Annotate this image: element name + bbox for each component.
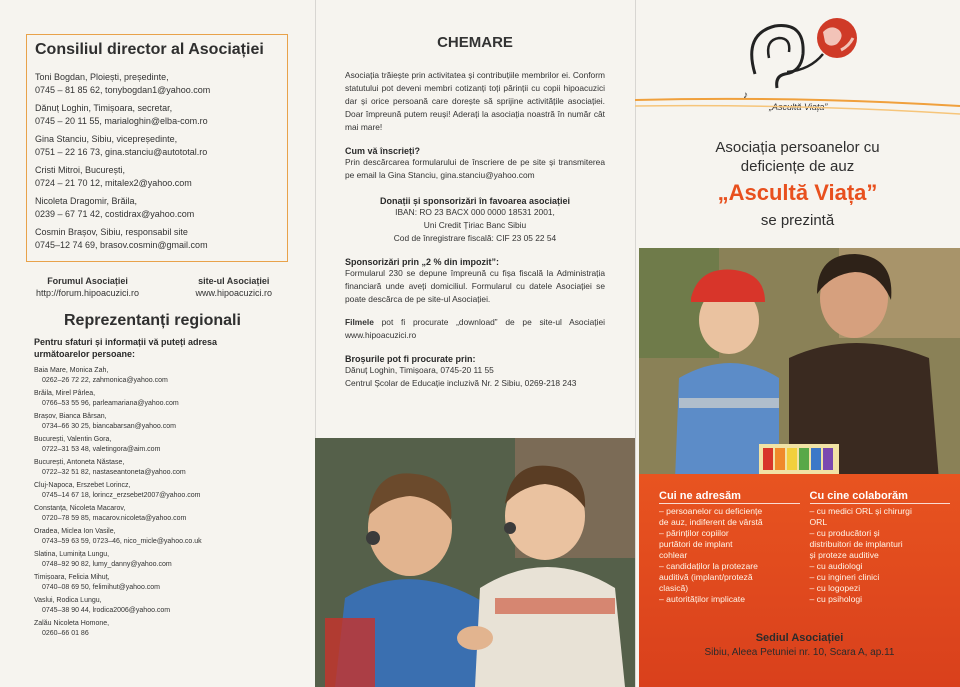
call-title: CHEMARE: [437, 34, 513, 51]
regional-rep: [34, 481, 291, 501]
partners-item: ORL: [809, 517, 828, 527]
audience-item: cohlear: [659, 550, 688, 560]
partners-item: – cu medici ORL și chirurgi: [809, 506, 912, 516]
enroll-title: Cum vă înscrieți?: [345, 146, 421, 156]
logo-text: „Ascultă Viața”: [769, 102, 828, 112]
regional-rep-name: Brașov, Bianca Bârsan,: [34, 413, 107, 420]
board-members: [35, 71, 279, 252]
board-member-name: Cristi Mitroi, București,: [35, 165, 126, 175]
regional-rep: [34, 504, 291, 524]
children-photo-illustration: [315, 438, 635, 687]
regional-rep: [34, 550, 291, 570]
regional-rep: [34, 458, 291, 478]
audience-item: – autorităților implicate: [659, 594, 745, 604]
regional-rep-contact: 0722–31 53 48, valetingora@aim.com: [42, 446, 161, 453]
regional-rep: [34, 573, 291, 593]
forum-url[interactable]: http://forum.hipoacuzici.ro: [36, 288, 140, 298]
panel-cover: [635, 0, 960, 687]
audience-item: clasică): [659, 583, 689, 593]
partners-list: [810, 506, 951, 605]
regional-rep-name: Brăila, Mirel Pârlea,: [34, 390, 96, 397]
regional-rep-contact: 0740–08 69 50, felimihut@yahoo.com: [42, 584, 161, 591]
cover-subtitle: se prezintă: [760, 212, 835, 229]
audience-item: – candidaților la protezare: [659, 561, 758, 571]
audience-column: [659, 490, 800, 605]
regional-rep: [34, 412, 291, 432]
regional-rep-contact: 0734–66 30 25, biancabarsan@yahoo.com: [42, 423, 176, 430]
board-member-name: Toni Bogdan, Ploiești, președinte,: [35, 72, 169, 82]
mother-child-photo: [639, 248, 960, 480]
ear-globe-logo-icon: [735, 14, 865, 104]
audience-title: Cui ne adresăm: [659, 490, 800, 504]
board-member-contact: 0745 – 20 11 55, marialoghin@elba-com.ro: [35, 116, 208, 126]
board-member-contact: 0745 – 81 85 62, tonybogdan1@yahoo.com: [35, 85, 211, 95]
call-body: Asociația trăiește prin activitatea și contribuțiile membrilor ei. Conform statutului pot deveni membri cotizanți toți părinții cu copii hipoacuzici dar și orice persoană care dorește să sprijine activitățile asociației. Doar împreună putem reuși! Aderați la asociația noastră în număr cât mai mare!: [345, 70, 605, 132]
regional-rep: [34, 366, 291, 386]
regional-rep-contact: 0720–78 59 85, macarov.nicoleta@yahoo.com: [42, 515, 187, 522]
audience-item: – părinților copiilor: [659, 528, 729, 538]
audience-list: [659, 506, 800, 605]
regional-list: [26, 366, 291, 639]
brochures-title: Broșurile pot fi procurate prin:: [345, 354, 476, 364]
audience-item: auditivă (implant/proteză: [659, 572, 753, 582]
association-name: „Ascultă Viața”: [717, 180, 878, 205]
cover-title-line-1: Asociația persoanelor cu: [715, 139, 880, 156]
regional-rep: [34, 527, 291, 547]
audience-item: – persoanelor cu deficiențe: [659, 506, 763, 516]
links-row: [36, 276, 272, 298]
children-photo: [315, 438, 635, 687]
partners-title: Cu cine colaborăm: [810, 490, 951, 504]
cover-title: [635, 138, 960, 176]
regional-rep: [34, 389, 291, 409]
panel-call: [315, 0, 635, 687]
site-title: site-ul Asociației: [198, 276, 270, 286]
films-text: [345, 316, 605, 342]
board-member-name: Nicoleta Dragomir, Brăila,: [35, 196, 138, 206]
regional-rep-name: Baia Mare, Monica Zah,: [34, 367, 109, 374]
board-member: [35, 195, 279, 221]
donation-iban: IBAN: RO 23 BACX 000 0000 18531 2001,: [395, 207, 555, 217]
regional-rep-name: Slatina, Luminița Lungu,: [34, 551, 110, 558]
tax-title: Sponsorizări prin „2 % din impozit”:: [345, 257, 500, 267]
board-member: [35, 226, 279, 252]
enroll-body: Prin descărcarea formularului de înscriere de pe site și transmiterea pe email la Gina Stanciu, gina.stanciu@yahoo.com: [345, 157, 605, 180]
partners-column: [810, 490, 951, 605]
audience-item: de auz, indiferent de vârstă: [659, 517, 763, 527]
headquarters: [639, 632, 960, 658]
board-member: [35, 133, 279, 159]
site-url[interactable]: www.hipoacuzici.ro: [195, 288, 272, 298]
regional-intro: Pentru sfaturi și informații vă puteți adresa următoarelor persoane:: [34, 337, 218, 359]
partners-item: – cu audiologi: [809, 561, 863, 571]
info-band: [639, 474, 960, 687]
regional-rep-name: Constanța, Nicoleta Macarov,: [34, 505, 126, 512]
partners-item: – cu producători și: [809, 528, 880, 538]
orange-swoosh: [635, 96, 960, 118]
headquarters-address: Sibiu, Aleea Petuniei nr. 10, Scara A, ap.11: [704, 647, 895, 658]
regional-rep-contact: 0722–32 51 82, nastaseantoneta@yahoo.com: [42, 469, 186, 476]
regional-rep-name: București, Antoneta Năstase,: [34, 459, 125, 466]
regional-rep: [34, 435, 291, 455]
regional-rep-contact: 0766–53 55 96, parleamariana@yahoo.com: [42, 400, 179, 407]
board-member-contact: 0239 – 67 71 42, costidrax@yahoo.com: [35, 209, 195, 219]
board-member-contact: 0751 – 22 16 73, gina.stanciu@autototal.ro: [35, 147, 208, 157]
regional-rep-name: București, Valentin Gora,: [34, 436, 112, 443]
board-member-name: Dănuț Loghin, Timișoara, secretar,: [35, 103, 173, 113]
board-member: [35, 71, 279, 97]
headquarters-title: Sediul Asociației: [755, 632, 844, 644]
partners-item: – cu ingineri clinici: [809, 572, 880, 582]
regional-rep-contact: 0745–38 90 44, lrodica2006@yahoo.com: [42, 607, 171, 614]
board-member: [35, 164, 279, 190]
donation-bank: Uni Credit Țiriac Banc Sibiu: [423, 220, 527, 230]
regional-rep: [34, 619, 291, 639]
board-box: [26, 34, 288, 262]
regional-rep-name: Vaslui, Rodica Lungu,: [34, 597, 102, 604]
board-member-name: Cosmin Brașov, Sibiu, responsabil site: [35, 227, 188, 237]
regional-rep-name: Cluj-Napoca, Erszebet Lorincz,: [34, 482, 131, 489]
films-bold: Filmele: [345, 317, 374, 327]
regional-rep: [34, 596, 291, 616]
audience-item: purtători de implant: [659, 539, 733, 549]
donation-title: Donații și sponsorizări în favoarea asociației: [379, 196, 571, 206]
board-title: Consiliul director al Asociației: [35, 41, 264, 58]
regional-rep-contact: 0748–92 90 82, lumy_danny@yahoo.com: [42, 561, 172, 568]
films-body: pot fi procurate „download” de pe site-ul Asociației www.hipoacuzici.ro: [345, 317, 605, 340]
regional-rep-name: Zalău Nicoleta Homone,: [34, 620, 110, 627]
forum-title: Forumul Asociației: [47, 276, 128, 286]
regional-rep-name: Oradea, Miclea Ion Vasile,: [34, 528, 116, 535]
board-member: [35, 102, 279, 128]
regional-rep-name: Timișoara, Felicia Mihuț,: [34, 574, 110, 581]
partners-item: – cu psihologi: [809, 594, 863, 604]
board-member-contact: 0724 – 21 70 12, mitalex2@yahoo.com: [35, 178, 192, 188]
regional-rep-contact: 0262–26 72 22, zahmonica@yahoo.com: [42, 377, 168, 384]
donation-cif: Cod de înregistrare fiscală: CIF 23 05 22 54: [393, 233, 557, 243]
forum-link-block[interactable]: [36, 276, 139, 298]
tax-body: Formularul 230 se depune împreună cu fișa fiscală la Administrația financiară unde aveți domiciliul. Formularul cu datele Asociației se poate descărca de pe site-ul Asociației.: [345, 268, 605, 304]
brochures-line-1: Dănuț Loghin, Timișoara, 0745-20 11 55: [345, 365, 494, 375]
panel-board: [0, 0, 315, 687]
regional-rep-contact: 0743–59 63 59, 0723–46, nico_micle@yahoo.co.uk: [42, 538, 202, 545]
brochures-line-2: Centrul Școlar de Educație incluzivă Nr. 2 Sibiu, 0269-218 243: [345, 378, 577, 388]
board-member-contact: 0745–12 74 69, brasov.cosmin@gmail.com: [35, 240, 208, 250]
cover-title-line-2: deficiențe de auz: [740, 158, 855, 175]
partners-item: și proteze auditive: [809, 550, 879, 560]
board-member-name: Gina Stanciu, Sibiu, vicepreședinte,: [35, 134, 178, 144]
svg-text:♪: ♪: [743, 90, 748, 101]
mother-child-illustration: [639, 248, 960, 480]
partners-item: distribuitori de implanturi: [809, 539, 903, 549]
regional-title: Reprezentanți regionali: [64, 312, 241, 329]
regional-rep-contact: 0745–14 67 18, lorincz_erzsebet2007@yahoo.com: [42, 492, 201, 499]
site-link-block[interactable]: [195, 276, 272, 298]
info-columns: [639, 474, 960, 605]
regional-rep-contact: 0260–66 01 86: [42, 630, 89, 637]
partners-item: – cu logopezi: [809, 583, 861, 593]
